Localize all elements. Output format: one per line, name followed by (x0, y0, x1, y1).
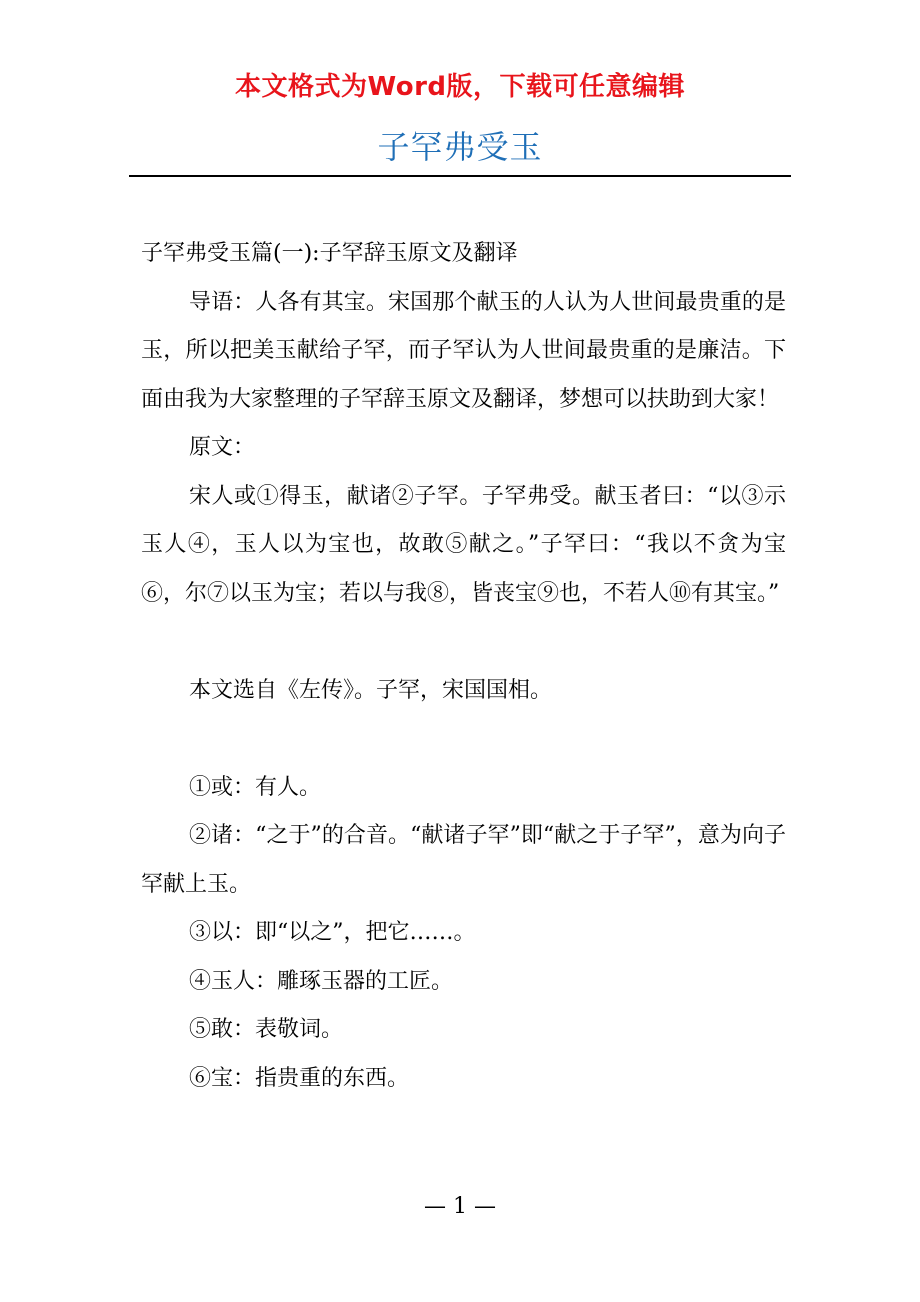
format-notice: 本文格式为Word版，下载可任意编辑 (234, 72, 686, 102)
source-paragraph: 本文选自《左传》。子罕，宋国国相。 (189, 677, 553, 703)
note-item: ①或：有人。 (189, 774, 322, 800)
note-item: ⑤敢：表敬词。 (189, 1017, 344, 1042)
section-subtitle: 子罕弗受玉篇(一):子罕辞玉原文及翻译 (141, 241, 518, 266)
document-body (141, 230, 786, 1103)
note-item: ③以：即“以之”，把它……。 (189, 920, 476, 945)
title-divider (129, 175, 791, 177)
note-item: ②诸：“之于”的合音。“献诸子罕”即“献之于子罕”，意为向子罕献上玉。 (141, 823, 786, 897)
note-item: ④玉人：雕琢玉器的工匠。 (189, 968, 454, 994)
document-title: 子罕弗受玉 (377, 128, 543, 166)
intro-paragraph: 导语：人各有其宝。宋国那个献玉的人认为人世间最贵重的是玉，所以把美玉献给子罕，而子罕认为人世间最贵重的是廉洁。下面由我为大家整理的子罕辞玉原文及翻译，梦想可以扶助到大家！ (141, 289, 786, 412)
original-label: 原文： (189, 435, 256, 460)
note-item: ⑥宝：指贵重的东西。 (189, 1065, 410, 1091)
page-number: — 1 — (424, 1194, 496, 1219)
original-text-paragraph: 宋人或①得玉，献诸②子罕。子罕弗受。献玉者曰：“以③示玉人④，玉人以为宝也，故敢⑤献之。”子罕曰：“我以不贪为宝⑥，尔⑦以玉为宝；若以与我⑧，皆丧宝⑨也，不若人⑩有其宝。” (141, 483, 786, 606)
